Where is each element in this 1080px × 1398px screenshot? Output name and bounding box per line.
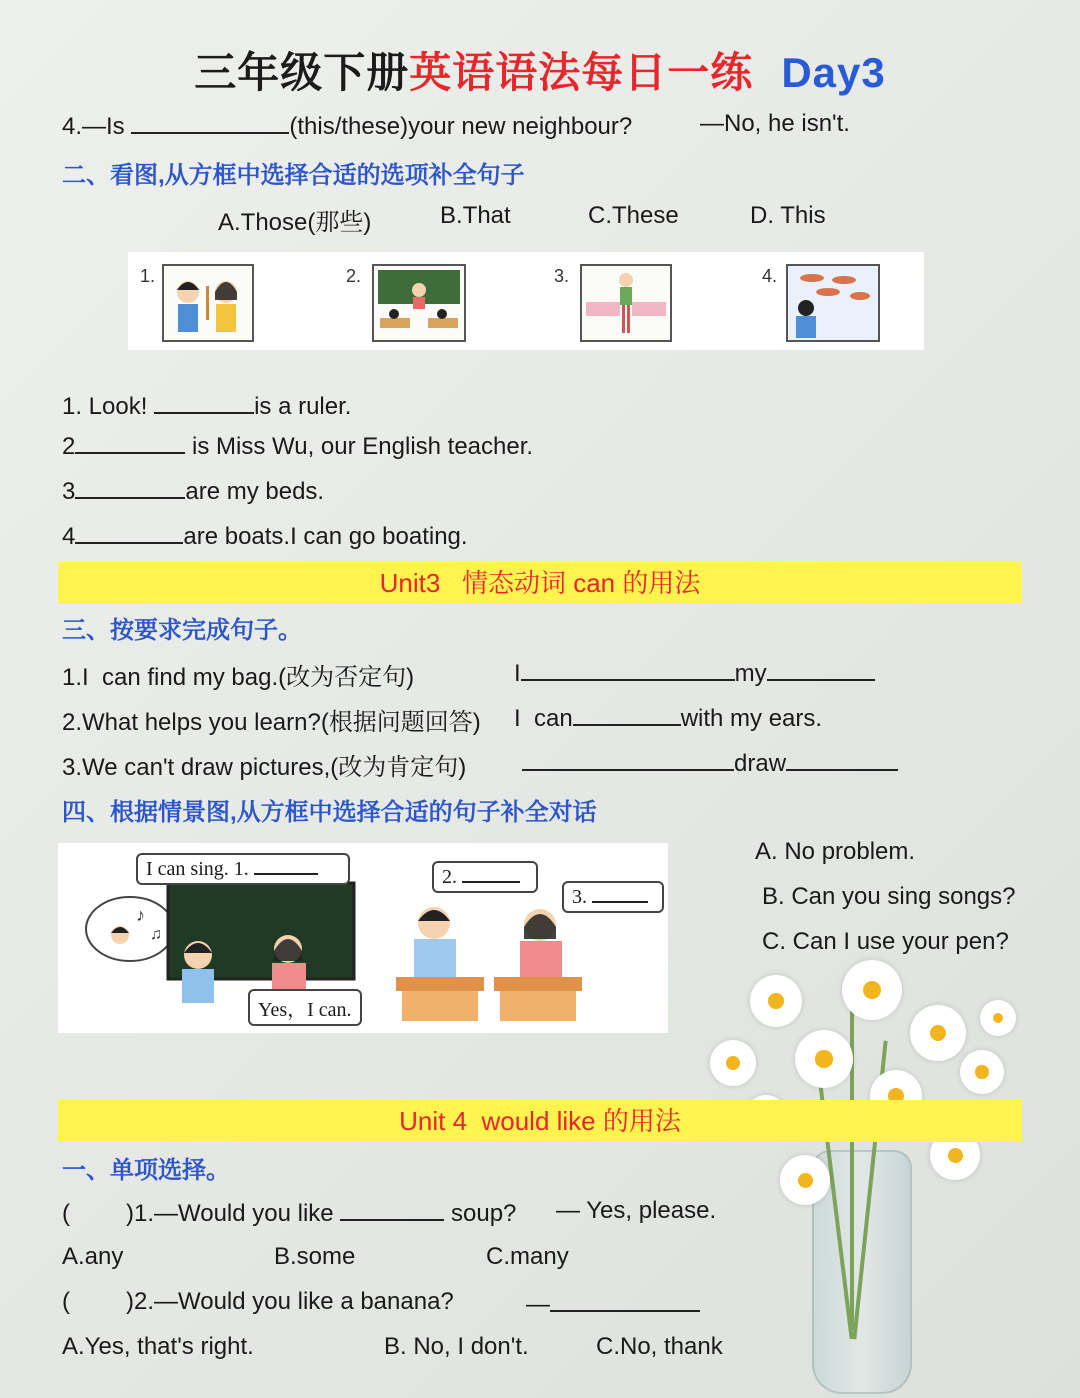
section-3-heading: 三、按要求完成句子。 (62, 617, 302, 644)
section-3-q3: 3.We can't draw pictures,(改为肯定句) (62, 754, 467, 781)
answer-blank (592, 885, 648, 903)
section-3-q1: 1.I can find my bag.(改为否定句) (62, 664, 415, 691)
daisy (960, 1050, 1004, 1094)
choice-question-2: ( )2.—Would you like a banana? (62, 1288, 454, 1315)
section-3-q2: 2.What helps you learn?(根据问题回答) (62, 709, 481, 736)
section-3-a2: I can with my ears. (514, 702, 822, 733)
option-b: B.That (440, 202, 511, 229)
section-3-a3: draw (522, 747, 898, 778)
q1-option-b: B.some (274, 1243, 356, 1270)
answer-blank (573, 702, 681, 726)
dialogue-option-b: B. Can you sing songs? (762, 883, 1016, 910)
section-5-heading: 一、单项选择。 (62, 1157, 230, 1184)
section-2-heading: 二、看图,从方框中选择合适的选项补全句子 (62, 162, 525, 189)
unit-3-banner: Unit3 情态动词 can 的用法 (58, 562, 1022, 604)
answer-blank (786, 747, 898, 771)
option-a: A.Those(那些) (218, 209, 372, 236)
picture-strip: 1. 2. 3. 4. (128, 252, 924, 350)
beds-icon (582, 266, 670, 340)
daisy (780, 1155, 830, 1205)
question-4: 4.—Is (this/these)your new neighbour? (62, 110, 632, 141)
dialogue-option-a: A. No problem. (755, 838, 916, 865)
children-icon (164, 266, 252, 340)
daisy (795, 1030, 853, 1088)
answer-blank (462, 865, 520, 883)
answer-blank (154, 390, 254, 414)
speech-bubble-4: Yes，I can. (248, 989, 362, 1026)
speech-bubble-1: I can sing. 1. (136, 853, 350, 885)
dialogue-scene (58, 843, 668, 1033)
answer-blank (131, 110, 289, 134)
q2-option-b: B. No, I don't. (384, 1333, 529, 1360)
section-2-item-3: 3 are my beds. (62, 475, 324, 506)
picture-1-kids (162, 264, 254, 342)
daisy (710, 1040, 756, 1086)
q1-option-a: A.any (62, 1243, 124, 1270)
q1-option-c: C.many (486, 1243, 569, 1270)
answer-blank (75, 520, 183, 544)
speech-bubble-3: 3. (562, 881, 664, 913)
daisy (980, 1000, 1016, 1036)
answer-blank (75, 430, 185, 454)
unit-4-banner: Unit 4 would like 的用法 (58, 1100, 1022, 1142)
section-4-heading: 四、根据情景图,从方框中选择合适的句子补全对话 (62, 799, 597, 826)
answer-blank (522, 747, 734, 771)
choice-question-2-answer: — (526, 1288, 700, 1319)
option-d: D. This (750, 202, 826, 229)
section-2-item-2: 2 is Miss Wu, our English teacher. (62, 430, 533, 461)
answer-blank (75, 475, 185, 499)
q2-option-a: A.Yes, that's right. (62, 1333, 254, 1360)
boats-icon (788, 266, 878, 340)
classroom-icon (374, 266, 464, 340)
choice-question-1: ( )1.—Would you like soup? (62, 1197, 516, 1228)
section-2-item-4: 4 are boats.I can go boating. (62, 520, 468, 551)
speech-bubble-2: 2. (432, 861, 538, 893)
picture-2-classroom (372, 264, 466, 342)
q2-option-c: C.No, thank (596, 1333, 723, 1360)
answer-blank (254, 857, 318, 875)
section-2-item-1: 1. Look! is a ruler. (62, 390, 351, 421)
question-4-answer: —No, he isn't. (700, 110, 850, 137)
answer-blank (340, 1197, 444, 1221)
option-c: C.These (588, 202, 679, 229)
svg-text:♫: ♫ (150, 926, 162, 943)
page-title: 三年级下册英语语法每日一练 Day3 (194, 49, 886, 96)
section-3-a1: I my (514, 657, 875, 688)
answer-blank (550, 1288, 700, 1312)
dialogue-option-c: C. Can I use your pen? (762, 928, 1009, 955)
answer-blank (521, 657, 735, 681)
choice-question-1-answer: — Yes, please. (556, 1197, 717, 1224)
svg-text:♪: ♪ (136, 905, 145, 925)
picture-3-beds (580, 264, 672, 342)
answer-blank (767, 657, 875, 681)
daisy (842, 960, 902, 1020)
daisy (750, 975, 802, 1027)
daisy (910, 1005, 966, 1061)
picture-4-boats (786, 264, 880, 342)
